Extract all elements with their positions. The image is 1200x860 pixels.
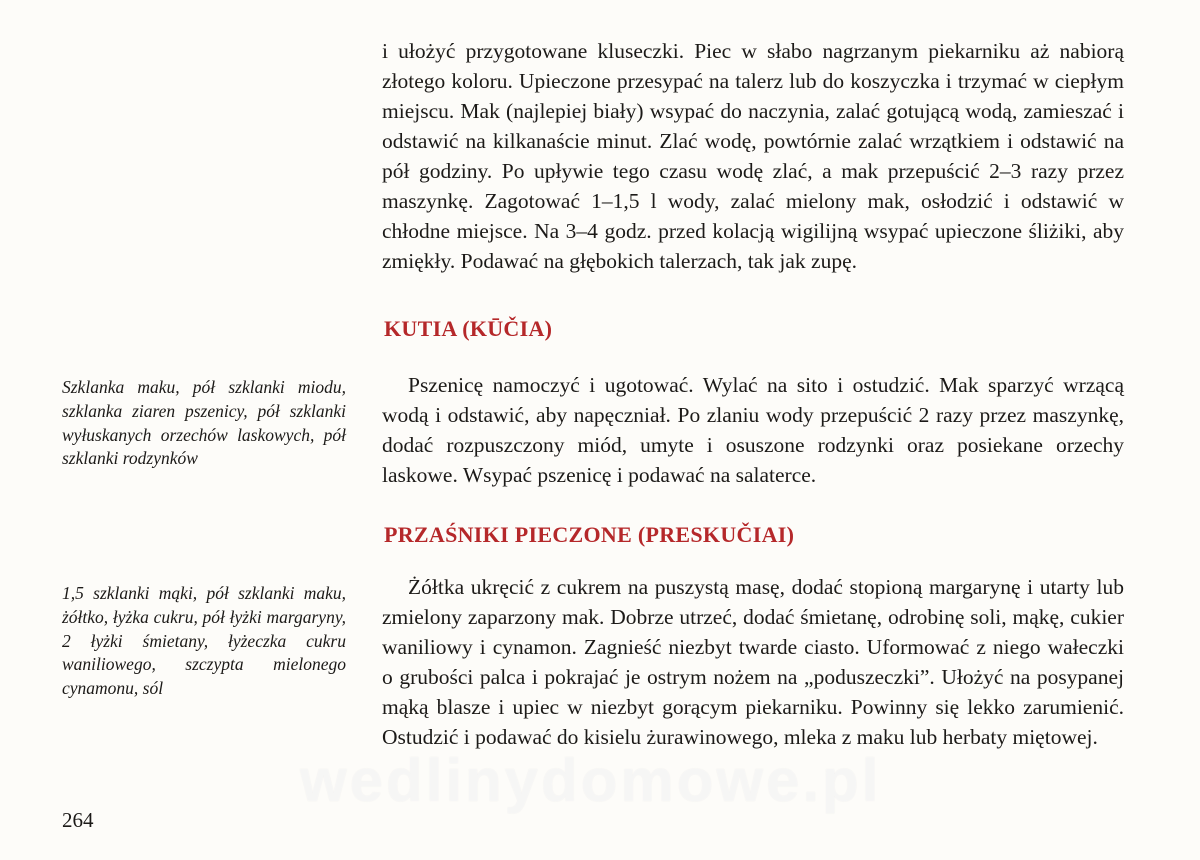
- recipe-title-kutia: KUTIA (KŪČIA): [384, 316, 553, 341]
- intro-text-block: [382, 36, 1124, 276]
- ingredients-kutia: Szklanka maku, pół szklanki miodu, szklanka ziaren pszenicy, pół szklanki wyłuskanych orzechów laskowych, pół szklanki rodzynków: [62, 377, 346, 469]
- instructions-prasniki: Żółtka ukręcić z cukrem na puszystą masę, dodać stopioną margarynę i utarty lub zmielony zaparzony mak. Dobrze utrzeć, dodać śmietanę, odrobinę soli, mąkę, cukier waniliowy i cynamon. Zagnieść niezbyt twarde ciasto. Uformować z niego wałeczki o grubości palca i pokrajać je ostrym nożem na „poduszeczki”. Ułożyć na posypanej mąką blasze i upiec w niezbyt gorącym piekarniku. Powinny się lekko zarumienić. Ostudzić i podawać do kisielu żurawinowego, mleka z maku lub herbaty miętowej.: [382, 575, 1124, 749]
- page-number: 264: [62, 808, 94, 832]
- recipe-title-prasniki: PRZAŚNIKI PIECZONE (PRESKUČIAI): [384, 522, 795, 547]
- watermark: wedlinydomowe.pl: [300, 747, 882, 814]
- instructions-block-kutia: [382, 370, 1124, 490]
- ingredients-prasniki: 1,5 szklanki mąki, pół szklanki maku, żółtko, łyżka cukru, pół łyżki margaryny, 2 łyżki śmietany, łyżeczka cukru waniliowego, szczypta mielonego cynamonu, sól: [62, 583, 346, 699]
- instructions-kutia: Pszenicę namoczyć i ugotować. Wylać na sito i ostudzić. Mak sparzyć wrzącą wodą i odstawić, aby napęczniał. Po zlaniu wody przepuścić 2 razy przez maszynkę, dodać rozpuszczony miód, umyte i osuszone rodzynki oraz posiekane orzechy laskowe. Wsypać pszenicę i podawać na salaterce.: [382, 373, 1124, 487]
- intro-paragraph: i ułożyć przygotowane kluseczki. Piec w słabo nagrzanym piekarniku aż nabiorą złotego koloru. Upieczone przesypać na talerz lub do koszyczka i trzymać w ciepłym miejscu. Mak (najlepiej biały) wsypać do naczynia, zalać gotującą wodą, zamieszać i odstawić na kilkanaście minut. Zlać wodę, powtórnie zalać wrzątkiem i odstawić na pół godziny. Po upływie tego czasu wodę zlać, a mak przepuścić 2–3 razy przez maszynkę. Zagotować 1–1,5 l wody, zalać mielony mak, osłodzić i odstawić w chłodne miejsce. Na 3–4 godz. przed kolacją wigilijną wsypać upieczone śliżiki, aby zmiękły. Podawać na głębokich talerzach, tak jak zupę.: [382, 39, 1124, 273]
- instructions-block-prasniki: [382, 572, 1124, 752]
